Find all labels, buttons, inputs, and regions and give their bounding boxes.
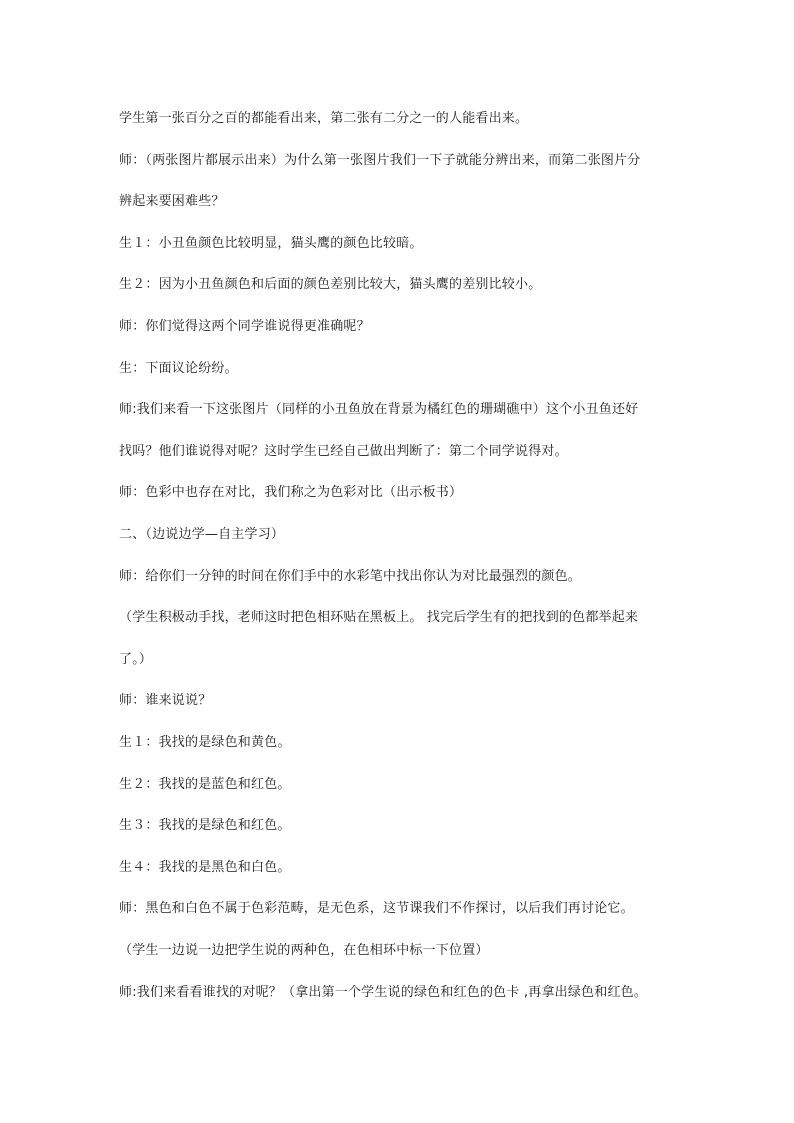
text-line: （学生积极动手找，老师这时把色相环贴在黑板上。 找完后学生有的把找到的色都举起来	[119, 610, 639, 625]
text-line: 师：黑色和白色不属于色彩范畴，是无色系，这节课我们不作探讨，以后我们再讨论它。	[119, 901, 634, 916]
text-line: 生４：我找的是黑色和白色。	[119, 860, 291, 875]
text-line: 学生第一张百分之百的都能看出来，第二张有二分之一的人能看出来。	[119, 111, 529, 126]
section-heading: 二、（边说边学—自主学习）	[119, 527, 285, 542]
text-line: 师：谁来说说？	[119, 693, 212, 708]
text-line: 了。）	[119, 652, 153, 667]
text-line: （学生一边说一边把学生说的两种色，在色相环中标一下位置）	[119, 943, 489, 958]
text-line: 生３：我找的是绿色和红色。	[119, 818, 291, 833]
text-line: 师:我们来看看谁找的对呢？（拿出第一个学生说的绿色和红色的色卡 ,再拿出绿色和红色。	[119, 985, 648, 1000]
text-line: 找吗？他们谁说得对呢？这时学生已经自己做出判断了：第二个同学说得对。	[119, 444, 568, 459]
text-line: 师：（两张图片都展示出来）为什么第一张图片我们一下子就能分辨出来，而第二张图片分	[119, 153, 641, 168]
text-line: 生２：我找的是蓝色和红色。	[119, 777, 291, 792]
text-line: 师：给你们一分钟的时间在你们手中的水彩笔中找出你认为对比最强烈的颜色。	[119, 569, 582, 584]
text-line: 生１：小丑鱼颜色比较明显，猫头鹰的颜色比较暗。	[119, 236, 423, 251]
text-line: 生：下面议论纷纷。	[119, 361, 238, 376]
text-line: 生２：因为小丑鱼颜色和后面的颜色差别比较大，猫头鹰的差别比较小。	[119, 277, 542, 292]
text-line: 生１：我找的是绿色和黄色。	[119, 735, 291, 750]
text-line: 辨起来要困难些？	[119, 194, 225, 209]
text-line: 师：色彩中也存在对比，我们称之为色彩对比（出示板书）	[119, 485, 463, 500]
text-line: 师：你们觉得这两个同学谁说得更准确呢？	[119, 319, 370, 334]
text-line: 师:我们来看一下这张图片（同样的小丑鱼放在背景为橘红色的珊瑚礁中）这个小丑鱼还好	[119, 402, 639, 417]
